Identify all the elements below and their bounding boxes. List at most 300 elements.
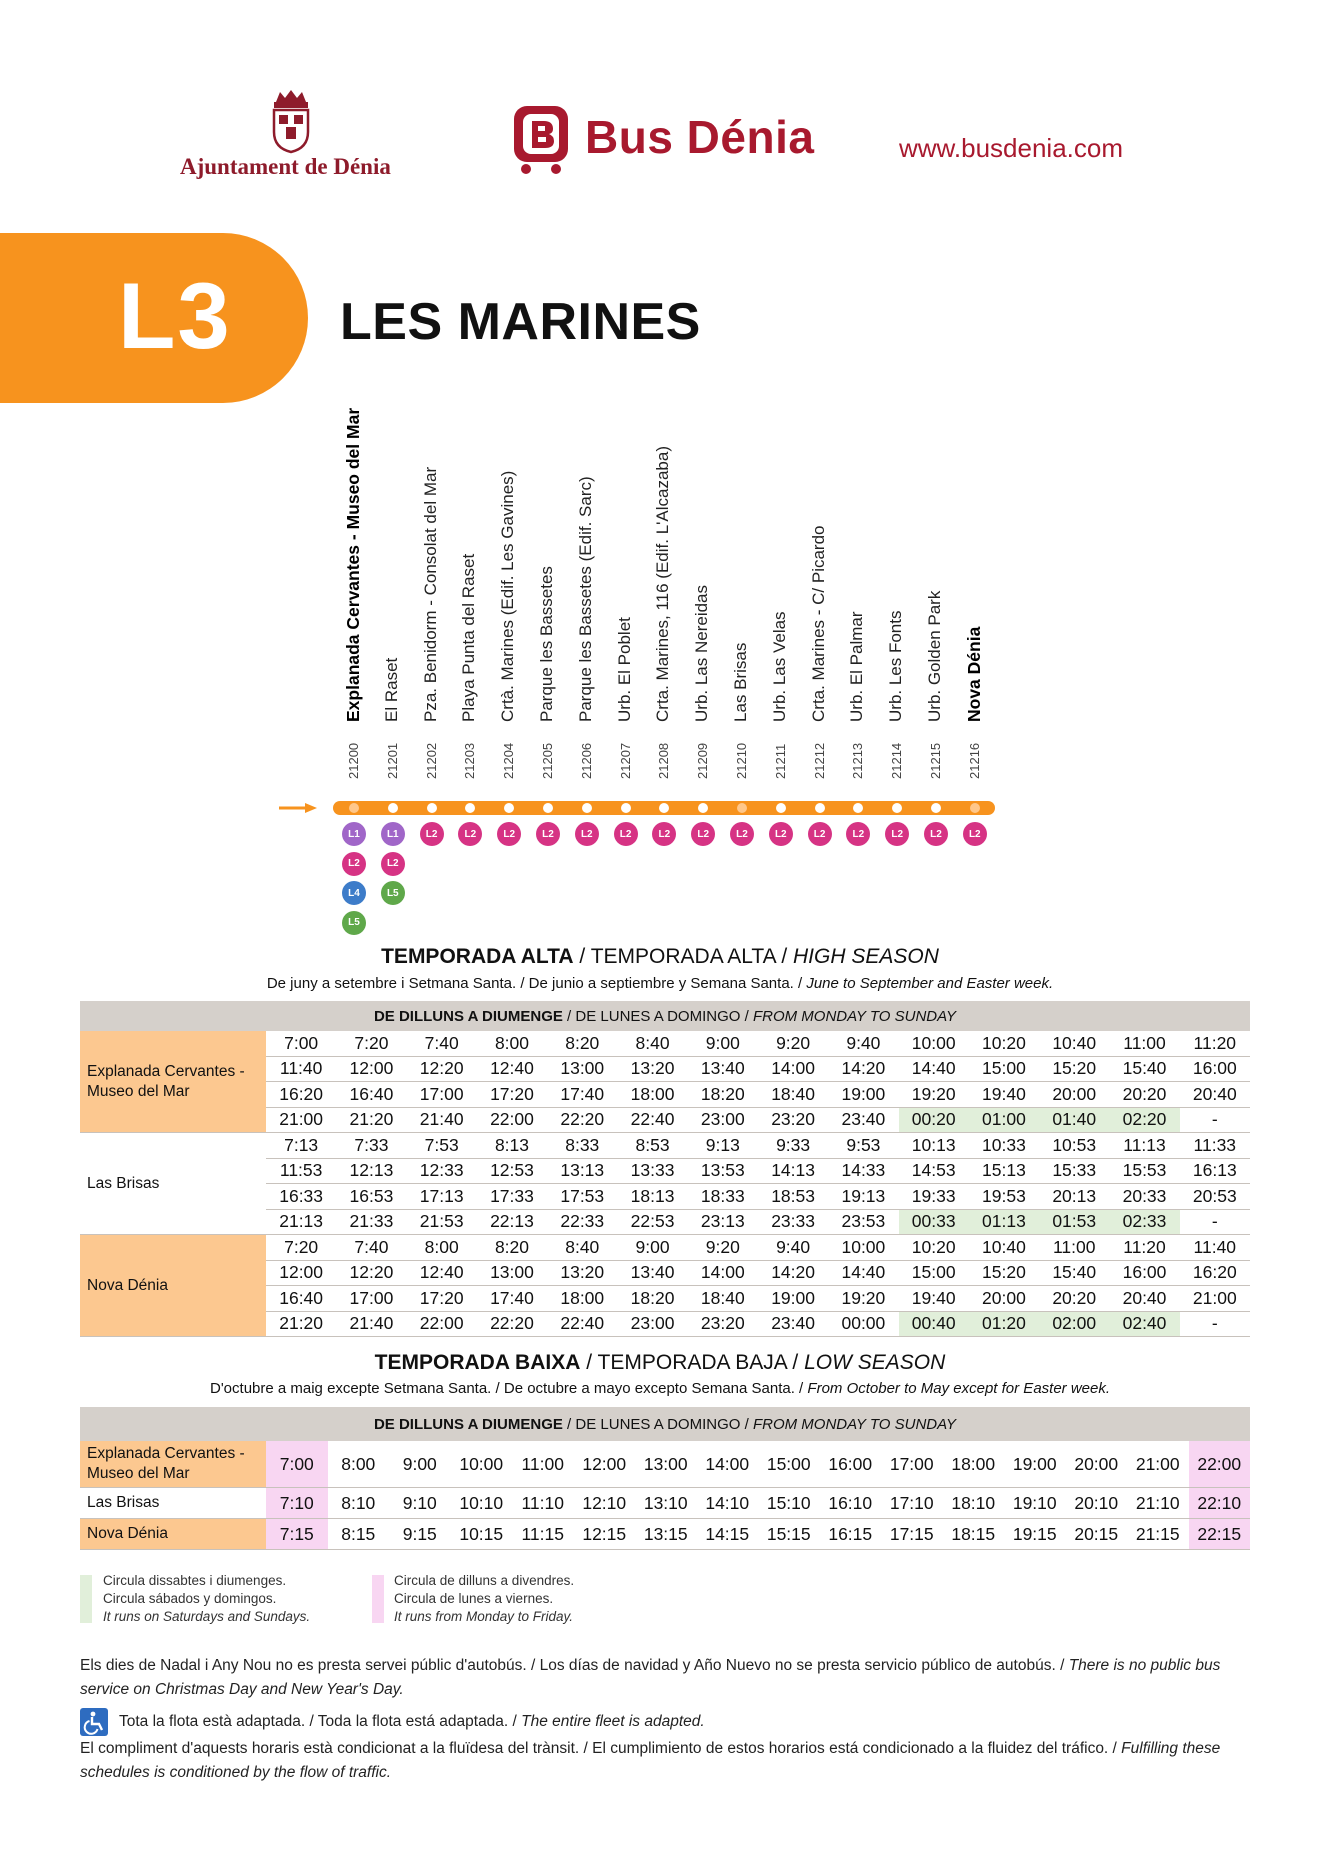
departure-time: 8:13 — [494, 1134, 530, 1155]
stop-name: Urb. Golden Park — [925, 590, 944, 722]
christmas-note: Els dies de Nadal i Any Nou no es presta servei públic d'autobús. / Los días de navidad y Año Nuevo no se presta servicio público de autobús. / There is no public bus service on Christmas Day and New Year's Day. — [80, 1657, 1221, 1698]
weekday-legend-text: Circula de dilluns a divendres. Circula de lunes a viernes. It runs from Monday to Friday. — [394, 1573, 575, 1624]
departure-time: 12:20 — [349, 1262, 394, 1283]
high-season-table — [80, 1001, 1250, 1337]
departure-time: 14:00 — [771, 1058, 815, 1079]
departure-time: 15:20 — [1052, 1058, 1097, 1079]
departure-time: 17:00 — [349, 1287, 394, 1308]
departure-time: 14:10 — [705, 1492, 750, 1513]
departure-time: 9:00 — [402, 1453, 437, 1474]
departure-time: 10:13 — [911, 1134, 956, 1155]
departure-time: 01:40 — [1039, 1108, 1109, 1133]
departure-time: 21:00 — [1135, 1453, 1180, 1474]
departure-time: 8:00 — [341, 1453, 376, 1474]
departure-time: 17:15 — [889, 1523, 934, 1544]
stop-dot — [621, 803, 631, 813]
connection-badge: L2 — [381, 852, 405, 876]
departure-time: 16:00 — [1122, 1262, 1167, 1283]
departure-time: 8:20 — [565, 1032, 600, 1053]
departure-time: 14:15 — [705, 1523, 750, 1544]
departure-time: 23:20 — [771, 1109, 815, 1130]
departure-time: 19:53 — [982, 1185, 1026, 1206]
departure-time: 13:53 — [700, 1160, 745, 1181]
departure-time: 20:00 — [982, 1287, 1026, 1308]
departure-time: 8:00 — [494, 1032, 530, 1053]
timetable-row — [80, 1441, 1250, 1488]
departure-time: 20:40 — [1122, 1287, 1167, 1308]
stop-code: 21207 — [617, 742, 633, 779]
departure-time: 8:40 — [565, 1236, 600, 1257]
departure-time: 11:33 — [1193, 1134, 1237, 1155]
stop-name: Urb. Las Nereidas — [692, 584, 712, 722]
stop-dot — [776, 803, 786, 813]
departure-time: 00:00 — [841, 1313, 886, 1334]
connection-badge: L5 — [342, 911, 366, 935]
stop-code: 21213 — [850, 742, 866, 779]
departure-time: 20:20 — [1052, 1287, 1097, 1308]
bus-denia-logo — [512, 104, 822, 176]
stop-code: 21202 — [423, 742, 439, 779]
departure-time: 18:15 — [951, 1523, 996, 1544]
departure-time: 23:00 — [700, 1109, 745, 1130]
departure-time: 18:00 — [560, 1287, 605, 1308]
timetable-row — [80, 1519, 1250, 1550]
departure-time: 16:40 — [349, 1083, 394, 1104]
stop-dot — [931, 803, 941, 813]
departure-time: 9:00 — [705, 1032, 740, 1053]
connection-badge: L4 — [342, 881, 366, 905]
fleet-note: Tota la flota està adaptada. / Toda la flota está adaptada. / The entire fleet is adapted. — [119, 1713, 705, 1730]
stop-dot — [582, 803, 592, 813]
departure-time: 17:00 — [889, 1453, 934, 1474]
departure-time: 17:20 — [419, 1287, 464, 1308]
connection-badge: L2 — [575, 822, 599, 846]
departure-time: 10:20 — [911, 1236, 956, 1257]
stop-label: Explanada Cervantes - Museo del Mar — [80, 1031, 266, 1132]
departure-time: 22:00 — [419, 1313, 464, 1334]
departure-time: 15:40 — [1052, 1262, 1097, 1283]
departure-time: 18:20 — [630, 1287, 675, 1308]
departure-time: 11:15 — [521, 1523, 564, 1544]
departure-time: 7:40 — [424, 1032, 459, 1053]
stop-code: 21204 — [501, 742, 517, 779]
departure-time: 9:20 — [776, 1032, 811, 1053]
departure-time: 23:53 — [841, 1211, 886, 1232]
departure-time: 21:33 — [349, 1211, 394, 1232]
departure-time: 17:40 — [560, 1083, 605, 1104]
departure-time: 12:40 — [490, 1058, 534, 1079]
departure-time: 00:33 — [899, 1210, 969, 1235]
departure-time: 01:53 — [1039, 1210, 1109, 1235]
departure-time: 23:33 — [771, 1211, 815, 1232]
departure-time: 16:00 — [828, 1453, 873, 1474]
departure-time: 11:00 — [521, 1453, 564, 1474]
departure-time: 12:00 — [349, 1058, 394, 1079]
connection-badge: L2 — [846, 822, 870, 846]
timetable-row — [266, 1031, 1250, 1057]
departure-time: 02:33 — [1109, 1210, 1179, 1235]
stop-code: 21212 — [811, 742, 827, 779]
departure-time: 21:20 — [279, 1313, 324, 1334]
bus-brand-name: Bus Dénia — [585, 111, 815, 163]
departure-time: 7:00 — [284, 1032, 319, 1053]
departure-time: 13:20 — [630, 1058, 675, 1079]
departure-time: 10:10 — [459, 1492, 504, 1513]
connection-badge: L2 — [885, 822, 909, 846]
departure-time: 19:00 — [841, 1083, 886, 1104]
departure-time: 20:10 — [1074, 1492, 1119, 1513]
departure-time: 12:53 — [490, 1160, 534, 1181]
departure-time: 10:00 — [841, 1236, 886, 1257]
departure-time: 19:20 — [841, 1287, 886, 1308]
stop-name: Playa Punta del Raset — [459, 553, 479, 722]
stop-label: Explanada Cervantes - Museo del Mar — [80, 1441, 266, 1487]
departure-time: 9:40 — [776, 1236, 811, 1257]
departure-time: 11:00 — [1052, 1236, 1096, 1257]
departure-time: 7:20 — [354, 1032, 389, 1053]
high-season-days-header: DE DILLUNS A DIUMENGE / DE LUNES A DOMINGO / FROM MONDAY TO SUNDAY — [80, 1001, 1250, 1031]
departure-time: 15:33 — [1052, 1160, 1097, 1181]
direction-arrow-icon — [279, 803, 317, 813]
departure-time: 22:20 — [560, 1109, 605, 1130]
departure-time: 23:40 — [771, 1313, 815, 1334]
departure-time: 12:00 — [582, 1453, 627, 1474]
timetable-row — [266, 1133, 1250, 1159]
weekend-legend-text: Circula dissabtes i diumenges. Circula sábados y domingos. It runs on Saturdays and Sundays. — [103, 1573, 311, 1624]
stop-code: 21214 — [889, 742, 905, 779]
departure-time: 17:33 — [490, 1185, 534, 1206]
departure-time: 10:40 — [982, 1236, 1026, 1257]
departure-time: 17:40 — [490, 1287, 534, 1308]
departure-time: 10:33 — [982, 1134, 1026, 1155]
departure-time: 9:20 — [705, 1236, 740, 1257]
connection-badge: L2 — [691, 822, 715, 846]
departure-time: 11:20 — [1193, 1032, 1237, 1053]
stop-dot — [427, 803, 437, 813]
connection-badge: L2 — [808, 822, 832, 846]
low-season-days-header: DE DILLUNS A DIUMENGE / DE LUNES A DOMINGO / FROM MONDAY TO SUNDAY — [80, 1407, 1250, 1441]
connection-badge: L2 — [497, 822, 521, 846]
timetable-row — [266, 1108, 1250, 1133]
departure-time: 14:20 — [771, 1262, 815, 1283]
stop-code: 21201 — [384, 742, 400, 779]
departure-time: 11:53 — [279, 1160, 323, 1181]
departure-time: 7:10 — [266, 1488, 328, 1518]
departure-time: 9:15 — [402, 1523, 437, 1544]
departure-time: 14:00 — [700, 1262, 745, 1283]
departure-time: 22:53 — [630, 1211, 675, 1232]
stop-code: 21200 — [346, 742, 361, 779]
departure-time: 19:13 — [841, 1185, 886, 1206]
departure-time: 17:53 — [560, 1185, 605, 1206]
departure-time: 8:40 — [635, 1032, 670, 1053]
timetable-row — [266, 1312, 1250, 1337]
departure-time: 02:40 — [1109, 1312, 1179, 1337]
stop-code: 21208 — [656, 742, 672, 779]
stop-name: Crta. Marines - C/ Picardo — [808, 525, 828, 722]
stop-name: Pza. Benidorm - Consolat del Mar — [420, 466, 440, 722]
departure-time: 13:00 — [560, 1058, 605, 1079]
high-season-subtitle: De juny a setembre i Setmana Santa. / De junio a septiembre y Semana Santa. / June to September and Easter week. — [266, 975, 1054, 992]
timetable-stop-block — [80, 1133, 1250, 1235]
stop-dot — [543, 803, 553, 813]
connection-badge: L1 — [342, 822, 366, 846]
departure-time: 12:13 — [349, 1160, 394, 1181]
departure-time: 10:40 — [1052, 1032, 1097, 1053]
stop-name: Parque les Bassetes (Edif. Sarc) — [575, 476, 595, 722]
stop-code: 21216 — [966, 742, 982, 779]
timetable-row — [266, 1057, 1250, 1083]
departure-time: 18:40 — [771, 1083, 815, 1104]
departure-time: 16:10 — [828, 1492, 873, 1513]
departure-time: 16:20 — [1192, 1262, 1237, 1283]
connection-badge: L2 — [342, 852, 366, 876]
departure-time: 11:40 — [1193, 1236, 1237, 1257]
ayuntamiento-name: Ajuntament de Dénia — [180, 154, 391, 179]
stop-label: Las Brisas — [87, 1494, 160, 1511]
departure-time: 02:00 — [1039, 1312, 1109, 1337]
departure-time: 18:10 — [951, 1492, 996, 1513]
stop-code: 21205 — [540, 742, 555, 779]
departure-time: 19:40 — [982, 1083, 1026, 1104]
departure-time: 22:33 — [560, 1211, 605, 1232]
ayuntamiento-logo — [180, 88, 405, 188]
departure-time: 21:40 — [419, 1109, 464, 1130]
connection-badge: L1 — [381, 822, 405, 846]
connection-badge: L2 — [420, 822, 444, 846]
connection-badge: L2 — [924, 822, 948, 846]
departure-time: 13:13 — [560, 1160, 605, 1181]
departure-time: 8:15 — [341, 1523, 376, 1544]
departure-time: 10:00 — [459, 1453, 504, 1474]
departure-time: 23:00 — [630, 1313, 675, 1334]
departure-time: 12:10 — [582, 1492, 627, 1513]
low-season-table — [80, 1407, 1250, 1550]
stop-name: Urb. Les Fonts — [886, 610, 906, 722]
connection-badge: L5 — [381, 881, 405, 905]
departure-time: 22:20 — [490, 1313, 534, 1334]
departure-time: 15:10 — [766, 1492, 811, 1513]
weekend-legend-swatch — [80, 1575, 92, 1623]
departure-time: 22:13 — [490, 1211, 534, 1232]
timetable-row — [266, 1159, 1250, 1185]
departure-time: 21:00 — [279, 1109, 324, 1130]
departure-time: 22:40 — [560, 1313, 605, 1334]
departure-time: 21:40 — [349, 1313, 394, 1334]
departure-time: 02:20 — [1109, 1108, 1179, 1133]
departure-time: 16:53 — [349, 1185, 394, 1206]
departure-time: 16:33 — [279, 1185, 324, 1206]
connection-badge: L2 — [963, 822, 987, 846]
departure-time: 17:10 — [889, 1492, 934, 1513]
departure-time: 19:00 — [771, 1287, 815, 1308]
departure-time: 13:40 — [700, 1058, 745, 1079]
departure-time: 11:20 — [1123, 1236, 1166, 1257]
departure-time: 21:13 — [279, 1211, 324, 1232]
departure-time: 13:15 — [643, 1523, 688, 1544]
departure-time: 12:20 — [419, 1058, 464, 1079]
departure-time: 01:13 — [969, 1210, 1039, 1235]
stop-name: Urb. El Poblet — [614, 617, 634, 722]
departure-time: 20:33 — [1122, 1185, 1167, 1206]
departure-time: 7:40 — [354, 1236, 389, 1257]
departure-time: 15:53 — [1122, 1160, 1167, 1181]
departure-time: 15:40 — [1122, 1058, 1167, 1079]
departure-time: 21:00 — [1192, 1287, 1237, 1308]
departure-time: 23:13 — [700, 1211, 745, 1232]
timetable-row — [266, 1210, 1250, 1235]
stop-name: El Raset — [381, 657, 401, 722]
departure-time: 9:13 — [705, 1134, 740, 1155]
stop-name: Urb. Las Velas — [769, 611, 789, 722]
departure-time: 7:33 — [354, 1134, 389, 1155]
departure-time: 14:40 — [911, 1058, 956, 1079]
stop-label: Nova Dénia — [80, 1235, 266, 1336]
departure-time: 21:10 — [1135, 1492, 1180, 1513]
departure-time: 21:15 — [1135, 1523, 1180, 1544]
timetable-row — [266, 1261, 1250, 1287]
departure-time: 20:00 — [1074, 1453, 1119, 1474]
stop-code: 21210 — [734, 742, 749, 779]
departure-time: 16:00 — [1192, 1058, 1237, 1079]
departure-time: 9:00 — [635, 1236, 670, 1257]
departure-time: 17:20 — [490, 1083, 534, 1104]
connection-badge: L2 — [730, 822, 754, 846]
departure-time: 00:40 — [899, 1312, 969, 1337]
stop-name: Parque les Bassetes — [537, 566, 556, 722]
accessibility-icon — [80, 1708, 108, 1736]
departure-time: 20:40 — [1192, 1083, 1237, 1104]
departure-time: 22:10 — [1189, 1488, 1251, 1518]
departure-time: 7:20 — [284, 1236, 319, 1257]
departure-time: 9:40 — [846, 1032, 881, 1053]
stop-dot — [388, 803, 398, 813]
departure-time: 01:20 — [969, 1312, 1039, 1337]
departure-time: 9:33 — [776, 1134, 811, 1155]
stop-name: Las Brisas — [731, 642, 750, 722]
departure-time: 18:53 — [771, 1185, 815, 1206]
departure-time: 18:40 — [700, 1287, 745, 1308]
low-season-subtitle: D'octubre a maig excepte Setmana Santa. / De octubre a mayo excepto Semana Santa. / From October to May except for Easter week. — [209, 1380, 1111, 1397]
departure-time: 18:00 — [951, 1453, 996, 1474]
departure-time: 8:33 — [565, 1134, 600, 1155]
departure-time: - — [1211, 1313, 1218, 1334]
departure-time: 13:00 — [490, 1262, 534, 1283]
connection-badge: L2 — [614, 822, 638, 846]
departure-time: 20:13 — [1052, 1185, 1097, 1206]
stop-dot — [737, 803, 747, 813]
departure-time: 18:00 — [630, 1083, 675, 1104]
departure-time: 15:20 — [982, 1262, 1026, 1283]
stop-name: Nova Dénia — [963, 626, 984, 722]
departure-time: 14:33 — [841, 1160, 886, 1181]
departure-time: - — [1211, 1109, 1218, 1130]
departure-time: 20:53 — [1192, 1185, 1237, 1206]
departure-time: 8:10 — [341, 1492, 376, 1513]
weekday-legend-swatch — [372, 1575, 384, 1623]
departure-time: 13:00 — [643, 1453, 688, 1474]
stop-code: 21203 — [462, 742, 478, 779]
high-season-title: TEMPORADA ALTA / TEMPORADA ALTA / HIGH SEASON — [381, 945, 939, 968]
departure-time: 13:33 — [630, 1160, 675, 1181]
departure-time: 15:15 — [766, 1523, 811, 1544]
departure-time: 18:20 — [700, 1083, 745, 1104]
departure-time: 19:00 — [1012, 1453, 1057, 1474]
departure-time: 10:00 — [911, 1032, 956, 1053]
coat-of-arms-icon — [268, 88, 314, 154]
departure-time: 9:53 — [846, 1134, 881, 1155]
website-link[interactable]: www.busdenia.com — [899, 133, 1123, 163]
connection-badge: L2 — [458, 822, 482, 846]
departure-time: 22:00 — [490, 1109, 534, 1130]
departure-time: 19:33 — [911, 1185, 956, 1206]
departure-time: 23:20 — [700, 1313, 745, 1334]
departure-time: 15:00 — [766, 1453, 811, 1474]
departure-time: 22:00 — [1189, 1441, 1251, 1487]
departure-time: 19:10 — [1012, 1492, 1057, 1513]
departure-time: 7:13 — [284, 1134, 319, 1155]
departure-time: 15:13 — [982, 1160, 1026, 1181]
connection-badge: L2 — [769, 822, 793, 846]
departure-time: 10:20 — [982, 1032, 1026, 1053]
line-code: L3 — [118, 263, 232, 368]
low-season-title: TEMPORADA BAIXA / TEMPORADA BAJA / LOW SEASON — [374, 1351, 946, 1374]
departure-time: 12:33 — [419, 1160, 464, 1181]
connection-badge: L2 — [652, 822, 676, 846]
bus-logo-icon — [512, 104, 572, 176]
departure-time: 23:40 — [841, 1109, 886, 1130]
traffic-note: El compliment d'aquests horaris està condicionat a la fluïdesa del trànsit. / El cumplimiento de estos horarios está condicionado a la fluidez del tráfico. / Fulfilling these schedules is conditioned by the flow of traffic. — [80, 1740, 1221, 1781]
departure-time: 16:40 — [279, 1287, 324, 1308]
departure-time: 11:00 — [1123, 1032, 1166, 1053]
departure-time: 21:20 — [349, 1109, 394, 1130]
departure-time: 19:15 — [1012, 1523, 1057, 1544]
stop-name: Crta. Marines, 116 (Edif. L'Alcazaba) — [653, 446, 673, 722]
departure-time: 01:00 — [969, 1108, 1039, 1133]
timetable-row — [266, 1184, 1250, 1210]
stop-label: Nova Dénia — [80, 1519, 266, 1549]
timetable-stop-block — [80, 1031, 1250, 1133]
departure-time: 19:20 — [911, 1083, 956, 1104]
departure-time: 19:40 — [911, 1287, 956, 1308]
stop-name: Crtà. Marines (Edif. Les Gavines) — [498, 470, 518, 722]
departure-time: 16:15 — [828, 1523, 873, 1544]
departure-time: 11:13 — [1123, 1134, 1166, 1155]
stop-code: 21215 — [928, 742, 943, 779]
departure-time: 13:10 — [643, 1492, 688, 1513]
departure-time: 20:00 — [1052, 1083, 1097, 1104]
departure-time: 18:33 — [700, 1185, 745, 1206]
departure-time: 14:40 — [841, 1262, 886, 1283]
timetable-row — [80, 1488, 1250, 1519]
departure-time: 14:13 — [771, 1160, 815, 1181]
departure-time: 00:20 — [899, 1108, 969, 1133]
departure-time: 14:53 — [911, 1160, 956, 1181]
stop-code: 21209 — [695, 742, 711, 779]
stop-code: 21211 — [772, 743, 788, 779]
departure-time: 20:15 — [1074, 1523, 1119, 1544]
departure-time: 8:20 — [494, 1236, 530, 1257]
departure-time: 15:00 — [982, 1058, 1026, 1079]
stop-code: 21206 — [578, 742, 594, 779]
departure-time: 10:15 — [459, 1523, 504, 1544]
departure-time: 8:00 — [424, 1236, 459, 1257]
departure-time: 7:00 — [266, 1441, 328, 1487]
departure-time: 22:40 — [630, 1109, 675, 1130]
departure-time: 10:53 — [1052, 1134, 1097, 1155]
departure-time: 14:20 — [841, 1058, 886, 1079]
departure-time: 18:13 — [630, 1185, 675, 1206]
